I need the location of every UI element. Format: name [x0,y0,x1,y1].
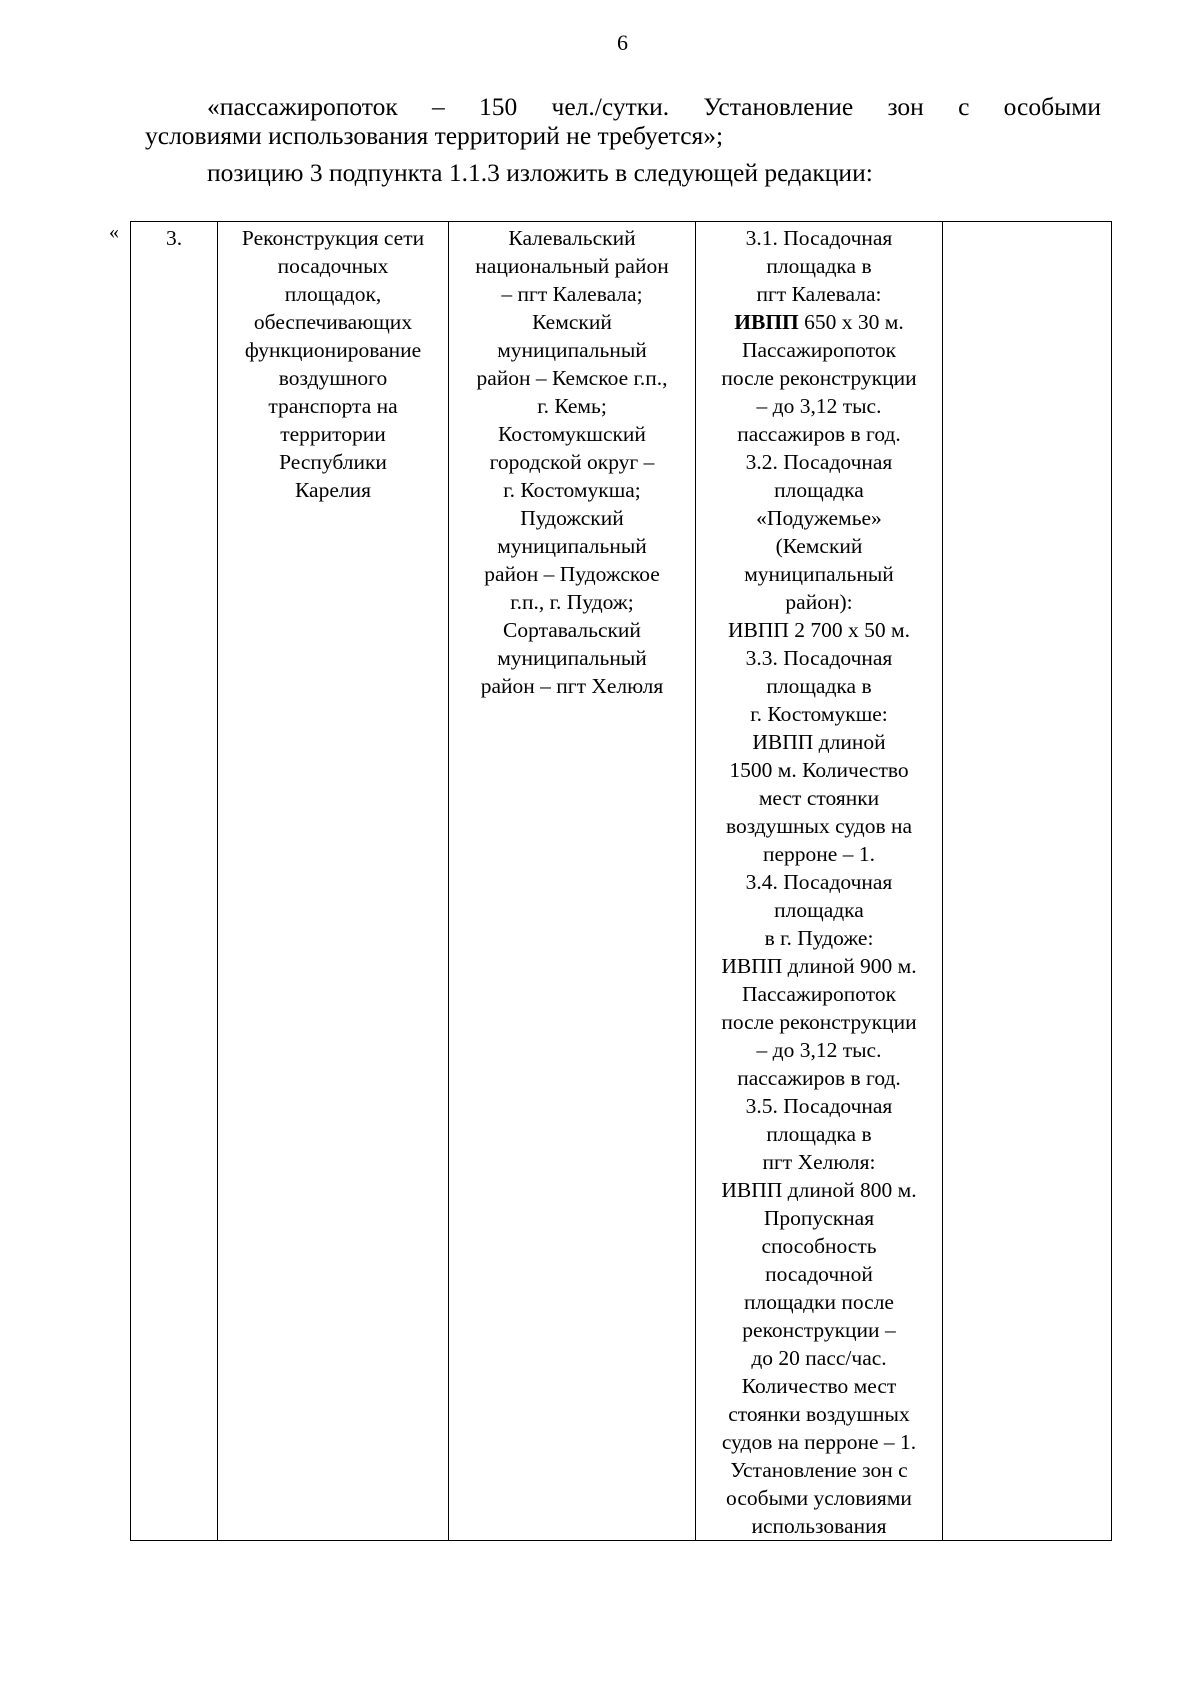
description-line: посадочной [765,1262,873,1286]
runway-abbrev: ИВПП [734,310,799,334]
description-line: район): [785,590,853,614]
description-line: – до 3,12 тыс. [756,394,882,418]
description-line: после реконструкции [721,366,917,390]
project-name-cell [218,222,449,1541]
description-line: 3.1. Посадочная [745,226,893,250]
project-name-line: воздушного [278,366,388,390]
project-name-line: транспорта на [268,394,398,418]
description-line: ИВПП длиной 800 м. [721,1178,917,1202]
description-line: стоянки воздушных [728,1402,910,1426]
amendment-instruction: позицию 3 подпункта 1.1.3 изложить в следующей редакции: [207,158,873,187]
project-name-line: функционирование [244,338,422,362]
location-line: национальный район [475,254,669,278]
description-line: (Кемский [775,534,863,558]
location-line: г. Кемь; [537,394,607,418]
description-line: – до 3,12 тыс. [756,1038,882,1062]
description-line: площадки после [744,1290,894,1314]
description-line: 3.2. Посадочная [745,450,893,474]
location-line: район – пгт Хелюля [480,674,664,698]
empty-cell [943,222,1112,1541]
intro-line-1: «пассажиропоток – 150 чел./сутки. Установление зон с особыми [207,92,1101,121]
description-cell [696,222,943,1541]
description-line: площадка в [766,674,872,698]
description-line: муниципальный [744,562,894,586]
table-row [131,222,1112,1541]
description-line: воздушных судов на [725,814,913,838]
row-number: 3. [165,226,183,250]
location-cell [449,222,696,1541]
location-line: район – Кемское г.п., [476,366,668,390]
location-line: г. Костомукша; [503,478,641,502]
intro-paragraph [145,92,1101,150]
project-name-line: посадочных [277,254,389,278]
page-number: 6 [617,30,628,55]
description-line: 3.4. Посадочная [745,870,893,894]
description-line: Пассажиропоток [741,338,897,362]
description-line: до 20 пасс/час. [751,1346,887,1370]
location-line: муниципальный [497,338,647,362]
project-name-line: Республики [279,450,387,474]
location-line: – пгт Калевала; [501,282,643,306]
location-line: городской округ – [489,450,655,474]
location-line: муниципальный [497,646,647,670]
intro-line-2: условиями использования территорий не требуется»; [145,121,724,150]
description-line: пгт Хелюля: [762,1150,876,1174]
description-line: Количество мест [741,1374,897,1398]
amendment-table [130,221,1112,1541]
description-line: ИВПП длиной [752,730,886,754]
project-name-line: обеспечивающих [253,310,413,334]
description-line: Пропускная [763,1206,875,1230]
description-line: площадка в [766,254,872,278]
description-line: площадка [774,898,864,922]
description-line: Установление зон с [730,1458,908,1482]
location-line: Калевальский [508,226,636,250]
description-line: способность [761,1234,877,1258]
description-line: реконструкции – [742,1318,896,1342]
location-line: Кемский [532,310,612,334]
project-name-line: площадок, [284,282,382,306]
description-line: площадка [774,478,864,502]
location-line: Сортавальский [503,618,641,642]
location-line: район – Пудожское [484,562,660,586]
description-line: ИВПП 2 700 х 50 м. [727,618,911,642]
description-line: ИВПП длиной 900 м. [721,954,917,978]
description-line: после реконструкции [721,1010,917,1034]
description-line: пассажиров в год. [737,1066,901,1090]
description-line: пгт Калевала: [756,282,882,306]
location-line: Костомукшский [498,422,646,446]
location-line: муниципальный [497,534,647,558]
project-name-line: Реконструкция сети [241,226,425,250]
description-line: судов на перроне – 1. [721,1430,917,1454]
row-number-cell [131,222,218,1541]
project-name-line: территории [280,422,386,446]
description-line: перроне – 1. [763,842,875,866]
description-line: Пассажиропоток [741,982,897,1006]
description-line: мест стоянки [758,786,880,810]
description-line: пассажиров в год. [737,422,901,446]
description-line: ИВПП 650 х 30 м. [734,310,904,334]
description-line: 3.3. Посадочная [745,646,893,670]
description-line: особыми условиями [726,1486,912,1510]
description-line: «Подужемье» [756,506,882,530]
description-line: использования [751,1514,887,1538]
table-open-quote: « [109,221,119,243]
project-name-line: Карелия [294,478,372,502]
description-line: 1500 м. Количество [729,758,909,782]
location-line: г.п., г. Пудож; [510,590,634,614]
description-line: 3.5. Посадочная [745,1094,893,1118]
description-line: площадка в [766,1122,872,1146]
description-line: г. Костомукше: [750,702,888,726]
location-line: Пудожский [520,506,624,530]
description-line: в г. Пудоже: [764,926,874,950]
